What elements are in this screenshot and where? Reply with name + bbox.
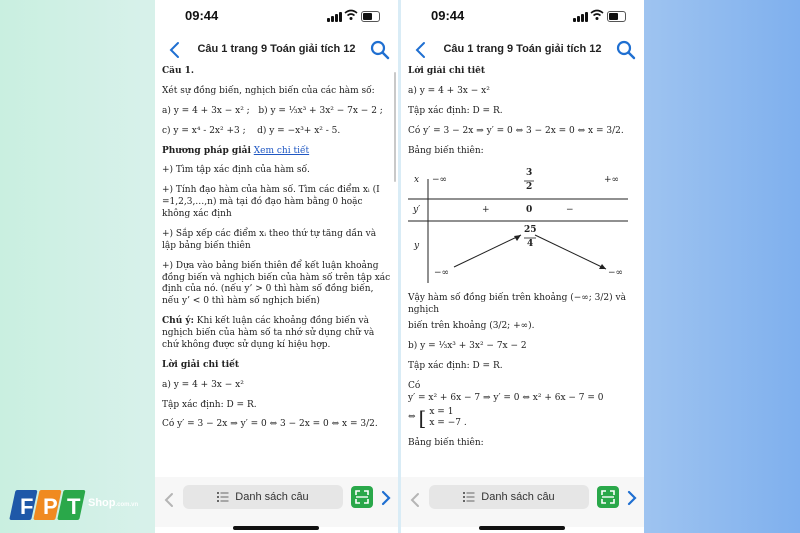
method-detail-link[interactable]: Xem chi tiết — [253, 145, 310, 156]
question-list-button[interactable] — [429, 485, 589, 509]
page-title: Câu 1 trang 9 Toán giải tích 12 — [443, 43, 602, 55]
home-indicator — [479, 526, 565, 530]
solution-a: a) y = 4 + 3x − x² — [162, 379, 244, 390]
wifi-icon — [344, 9, 358, 21]
table-yprime-plus: + — [482, 205, 490, 216]
question-list-button[interactable] — [183, 485, 343, 509]
solution-derivative: Có y′ = 3 − 2x ⇒ y′ = 0 ⇔ 3 − 2x = 0 ⇔ x = 3/2. — [408, 125, 624, 136]
search-icon[interactable] — [614, 38, 638, 62]
root-1: x = 1 — [429, 406, 454, 417]
conclusion-line-2: biến trên khoảng (3/2; +∞). — [408, 321, 535, 332]
solution-b-co: Có — [408, 380, 421, 391]
battery-icon — [607, 11, 626, 22]
table-y-top-num: 25 — [524, 225, 537, 236]
fpt-logo-t: T — [67, 494, 81, 519]
nav-bar — [401, 34, 644, 66]
home-indicator — [233, 526, 319, 530]
status-time: 09:44 — [431, 8, 465, 23]
back-icon[interactable] — [163, 38, 187, 62]
article-content — [401, 66, 644, 477]
table-yprime-minus: − — [566, 205, 574, 216]
question-parts-cd — [162, 126, 392, 138]
status-bar — [401, 0, 644, 32]
question-intro: Xét sự đồng biến, nghịch biến của các hàm số: — [162, 85, 375, 96]
table-x-left: −∞ — [432, 175, 448, 186]
question-list-label: Danh sách câu — [235, 491, 309, 503]
shop-domain: .com.vn — [115, 502, 139, 508]
fpt-logo-p: P — [43, 494, 58, 519]
root-2: x = −7 . — [429, 418, 467, 429]
method-step-2: +) Tính đạo hàm của hàm số. Tìm các điểm xᵢ (I =1,2,3,…,n) mà tại đó đạo hàm bằng 0 hoặc không xác định — [162, 185, 380, 219]
page-title: Câu 1 trang 9 Toán giải tích 12 — [197, 43, 356, 55]
method-line — [162, 146, 392, 158]
table-y-right: −∞ — [608, 268, 624, 279]
solution-domain: Tập xác định: D = R. — [408, 105, 503, 116]
left-phone-screen — [155, 0, 398, 533]
conclusion-line-1: Vậy hàm số đồng biến trên khoảng (−∞; 3/2) và nghịch — [408, 293, 626, 316]
signal-icon — [573, 12, 588, 22]
solution-heading: Lời giải chi tiết — [162, 359, 240, 370]
signal-icon — [327, 12, 342, 22]
battery-icon — [361, 11, 380, 22]
table-x-mid-num: 3 — [526, 168, 533, 179]
solution-b-roots — [408, 407, 638, 431]
variation-table-label-b: Bảng biến thiên: — [408, 438, 484, 449]
table-yprime-zero: 0 — [526, 205, 533, 216]
status-bar — [155, 0, 398, 32]
bottom-toolbar — [155, 477, 398, 527]
back-icon[interactable] — [409, 38, 433, 62]
variation-table-label: Bảng biến thiên: — [408, 145, 484, 156]
solution-a: a) y = 4 + 3x − x² — [408, 85, 490, 96]
roots-list — [429, 407, 466, 431]
fpt-shop-wordmark — [88, 497, 138, 509]
question-a: a) y = 4 + 3x − x² ; — [162, 105, 250, 116]
question-d: d) y = −x³+ x² - 5. — [257, 125, 341, 136]
search-icon[interactable] — [368, 38, 392, 62]
solution-heading: Lời giải chi tiết — [408, 66, 486, 76]
question-b: b) y = ⅓x³ + 3x² − 7x − 2 ; — [258, 105, 383, 116]
fpt-logo — [8, 488, 86, 522]
solution-domain: Tập xác định: D = R. — [162, 399, 257, 410]
variation-table — [408, 165, 628, 283]
fpt-logo-f: F — [20, 494, 34, 519]
nav-bar — [155, 34, 398, 66]
right-phone-screen — [401, 0, 644, 533]
solution-derivative: Có y′ = 3 − 2x ⇒ y′ = 0 ⇔ 3 − 2x = 0 ⇔ x = 3/2. — [162, 419, 378, 430]
equivalence-symbol: ⇔ — [408, 412, 416, 423]
table-row-y: y — [414, 241, 420, 252]
question-heading: Câu 1. — [162, 66, 195, 76]
bottom-toolbar — [401, 477, 644, 527]
status-time: 09:44 — [185, 8, 219, 23]
list-icon — [463, 492, 475, 502]
shop-word: Shop — [88, 497, 116, 509]
roots-bracket: [ — [418, 406, 427, 431]
solution-b-derivative: y′ = x² + 6x − 7 ⇒ y′ = 0 ⇔ x² + 6x − 7 = 0 — [408, 392, 604, 403]
note-text: Khi kết luận các khoảng đồng biến và nghịch biến của hàm số ta nhớ sử dụng chữ và chứ không được sử dụng kí hiệu hợp. — [162, 316, 375, 350]
note-label: Chú ý: — [162, 316, 194, 327]
article-content — [155, 66, 398, 477]
solution-b: b) y = ⅓x³ + 3x² − 7x − 2 — [408, 341, 527, 351]
next-arrow-icon[interactable] — [377, 489, 395, 507]
table-row-yprime: y′ — [413, 205, 421, 216]
method-label: Phương pháp giải — [162, 145, 251, 156]
method-step-1: +) Tìm tập xác định của hàm số. — [162, 165, 310, 176]
next-arrow-icon[interactable] — [623, 489, 641, 507]
table-y-top-den: 4 — [527, 239, 534, 250]
scan-icon[interactable] — [597, 486, 619, 508]
question-list-label: Danh sách câu — [481, 491, 555, 503]
table-row-x: x — [414, 175, 420, 186]
wifi-icon — [590, 9, 604, 21]
solution-b-domain: Tập xác định: D = R. — [408, 360, 503, 371]
question-c: c) y = x⁴ - 2x² +3 ; — [162, 125, 246, 136]
question-parts-ab — [162, 106, 392, 118]
list-icon — [217, 492, 229, 502]
table-x-mid-den: 2 — [526, 182, 533, 193]
table-x-right: +∞ — [604, 175, 620, 186]
method-step-4: +) Dựa vào bảng biến thiên để kết luận khoảng đồng biến và nghịch biến của hàm số trên tập xác định của nó. (nếu y’ > 0 thì hàm số đồng biến, nếu y’ < 0 thì hàm số nghịch biến) — [162, 260, 391, 307]
note-paragraph — [162, 316, 392, 352]
scan-icon[interactable] — [351, 486, 373, 508]
method-step-3: +) Sắp xếp các điểm xᵢ theo thứ tự tăng dần và lập bảng biến thiên — [162, 228, 377, 251]
prev-arrow-icon[interactable] — [407, 491, 425, 509]
table-y-left: −∞ — [434, 268, 450, 279]
prev-arrow-icon[interactable] — [161, 491, 179, 509]
